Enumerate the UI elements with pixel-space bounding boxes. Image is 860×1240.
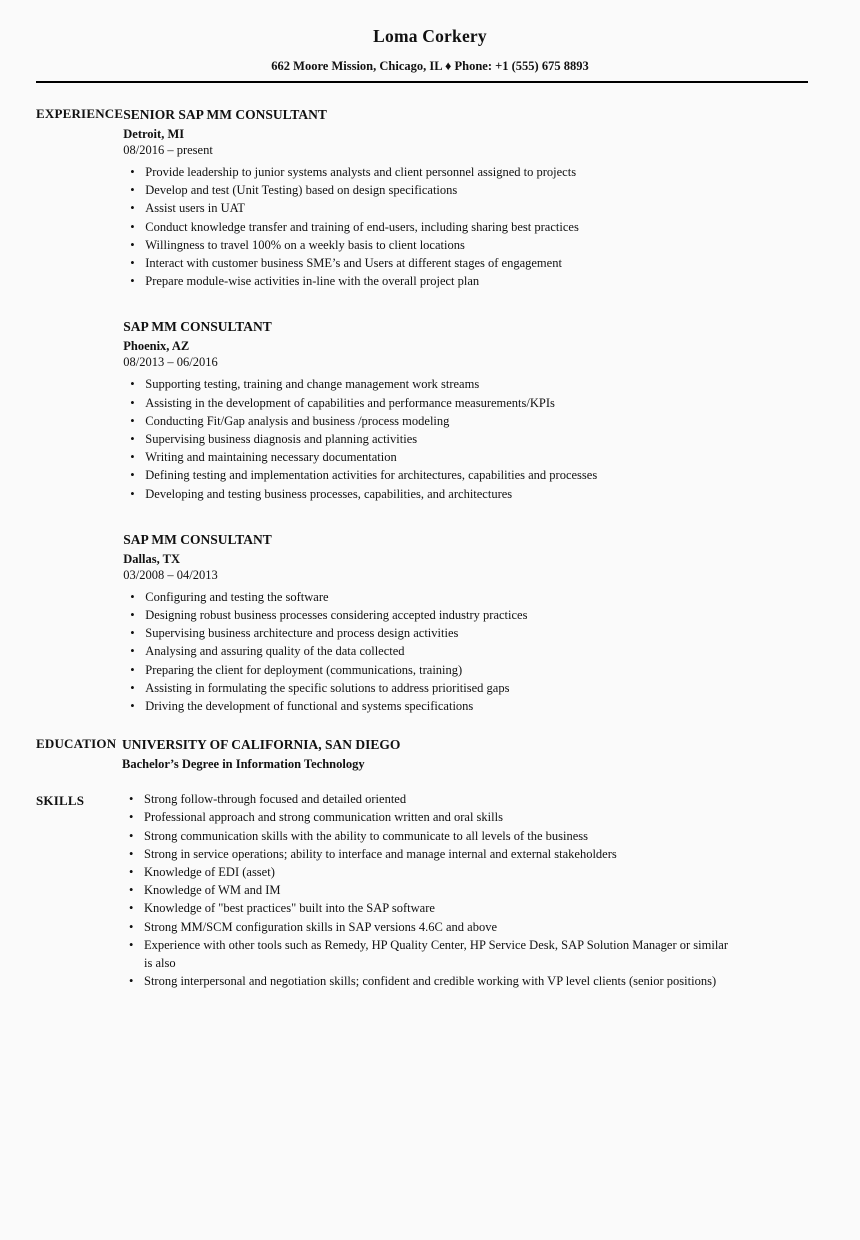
job-bullet: • Conduct knowledge transfer and training of end-users, including sharing best practices [123, 218, 729, 236]
job-bullet: • Analysing and assuring quality of the data collected [123, 642, 729, 660]
job-bullet-list [123, 588, 729, 715]
education-label: EDUCATION [36, 736, 117, 752]
job-bullet-list [123, 375, 729, 502]
skill-bullet: • Strong in service operations; ability to interface and manage internal and external stakeholders [122, 845, 728, 863]
job-bullet: • Writing and maintaining necessary documentation [123, 448, 729, 466]
job-bullet: • Developing and testing business processes, capabilities, and architectures [123, 485, 729, 503]
person-name: Loma Corkery [373, 26, 487, 46]
skill-bullet: • Professional approach and strong communication written and oral skills [122, 808, 728, 826]
job-bullet: • Prepare module-wise activities in-line with the overall project plan [123, 272, 729, 290]
skill-bullet: • Experience with other tools such as Remedy, HP Quality Center, HP Service Desk, SAP Solution Manager or similar is also [122, 936, 728, 972]
skill-bullet: • Knowledge of EDI (asset) [122, 863, 728, 881]
job-bullet: • Interact with customer business SME’s and Users at different stages of engagement [123, 254, 729, 272]
job-bullet: • Conducting Fit/Gap analysis and business /process modeling [123, 412, 729, 430]
job-dates: 03/2008 – 04/2013 [123, 567, 218, 582]
job-bullet: • Designing robust business processes considering accepted industry practices [123, 606, 729, 624]
job-bullet: • Provide leadership to junior systems analysts and client personnel assigned to projects [123, 163, 729, 181]
section-education [0, 735, 860, 772]
job-location: Dallas, TX [123, 551, 180, 566]
skill-bullet: • Knowledge of WM and IM [122, 881, 728, 899]
job-bullet-list [123, 163, 729, 290]
header-divider [36, 81, 808, 83]
skill-bullet: • Strong communication skills with the ability to communicate to all levels of the business [122, 827, 728, 845]
resume-body [0, 105, 860, 991]
skill-bullet: • Strong interpersonal and negotiation skills; confident and credible working with VP level clients (senior positions) [122, 972, 728, 990]
job-bullet: • Defining testing and implementation activities for architectures, capabilities and processes [123, 466, 729, 484]
job-bullet: • Supporting testing, training and change management work streams [123, 375, 729, 393]
skill-bullet: • Strong MM/SCM configuration skills in SAP versions 4.6C and above [122, 918, 728, 936]
job-dates: 08/2013 – 06/2016 [123, 355, 218, 370]
skills-content [122, 790, 778, 990]
skills-label: SKILLS [36, 793, 85, 809]
section-experience [0, 105, 860, 715]
job-bullet: • Assist users in UAT [123, 199, 729, 217]
education-degree: Bachelor’s Degree in Information Technology [122, 757, 365, 772]
job-bullet: • Develop and test (Unit Testing) based on design specifications [123, 181, 729, 199]
job-bullet: • Preparing the client for deployment (communications, training) [123, 661, 729, 679]
job-bullet: • Driving the development of functional and systems specifications [123, 697, 729, 715]
job-entry [123, 105, 729, 290]
job-bullet: • Assisting in the development of capabilities and performance measurements/KPIs [123, 394, 729, 412]
job-entry [123, 530, 729, 715]
job-bullet: • Assisting in formulating the specific solutions to address prioritised gaps [123, 679, 729, 697]
experience-content [123, 105, 779, 715]
skill-bullet: • Strong follow-through focused and detailed oriented [122, 790, 728, 808]
job-title: SAP MM CONSULTANT [123, 319, 272, 335]
resume-header [0, 0, 860, 83]
job-bullet: • Willingness to travel 100% on a weekly basis to client locations [123, 236, 729, 254]
skills-bullet-list [122, 790, 728, 990]
job-location: Detroit, MI [123, 127, 185, 141]
contact-line: 662 Moore Mission, Chicago, IL ♦ Phone: +1 (555) 675 8893 [271, 59, 589, 73]
section-skills [0, 792, 860, 990]
education-content [122, 735, 778, 772]
skill-bullet: • Knowledge of "best practices" built into the SAP software [122, 899, 728, 917]
education-school: UNIVERSITY OF CALIFORNIA, SAN DIEGO [122, 737, 401, 753]
experience-label: EXPERIENCE [36, 106, 124, 121]
job-title: SENIOR SAP MM CONSULTANT [123, 107, 327, 122]
job-location: Phoenix, AZ [123, 339, 190, 354]
job-entry [123, 317, 729, 502]
job-bullet: • Supervising business architecture and process design activities [123, 624, 729, 642]
job-title: SAP MM CONSULTANT [123, 531, 272, 547]
job-dates: 08/2016 – present [123, 143, 213, 157]
job-bullet: • Configuring and testing the software [123, 588, 729, 606]
job-bullet: • Supervising business diagnosis and planning activities [123, 430, 729, 448]
